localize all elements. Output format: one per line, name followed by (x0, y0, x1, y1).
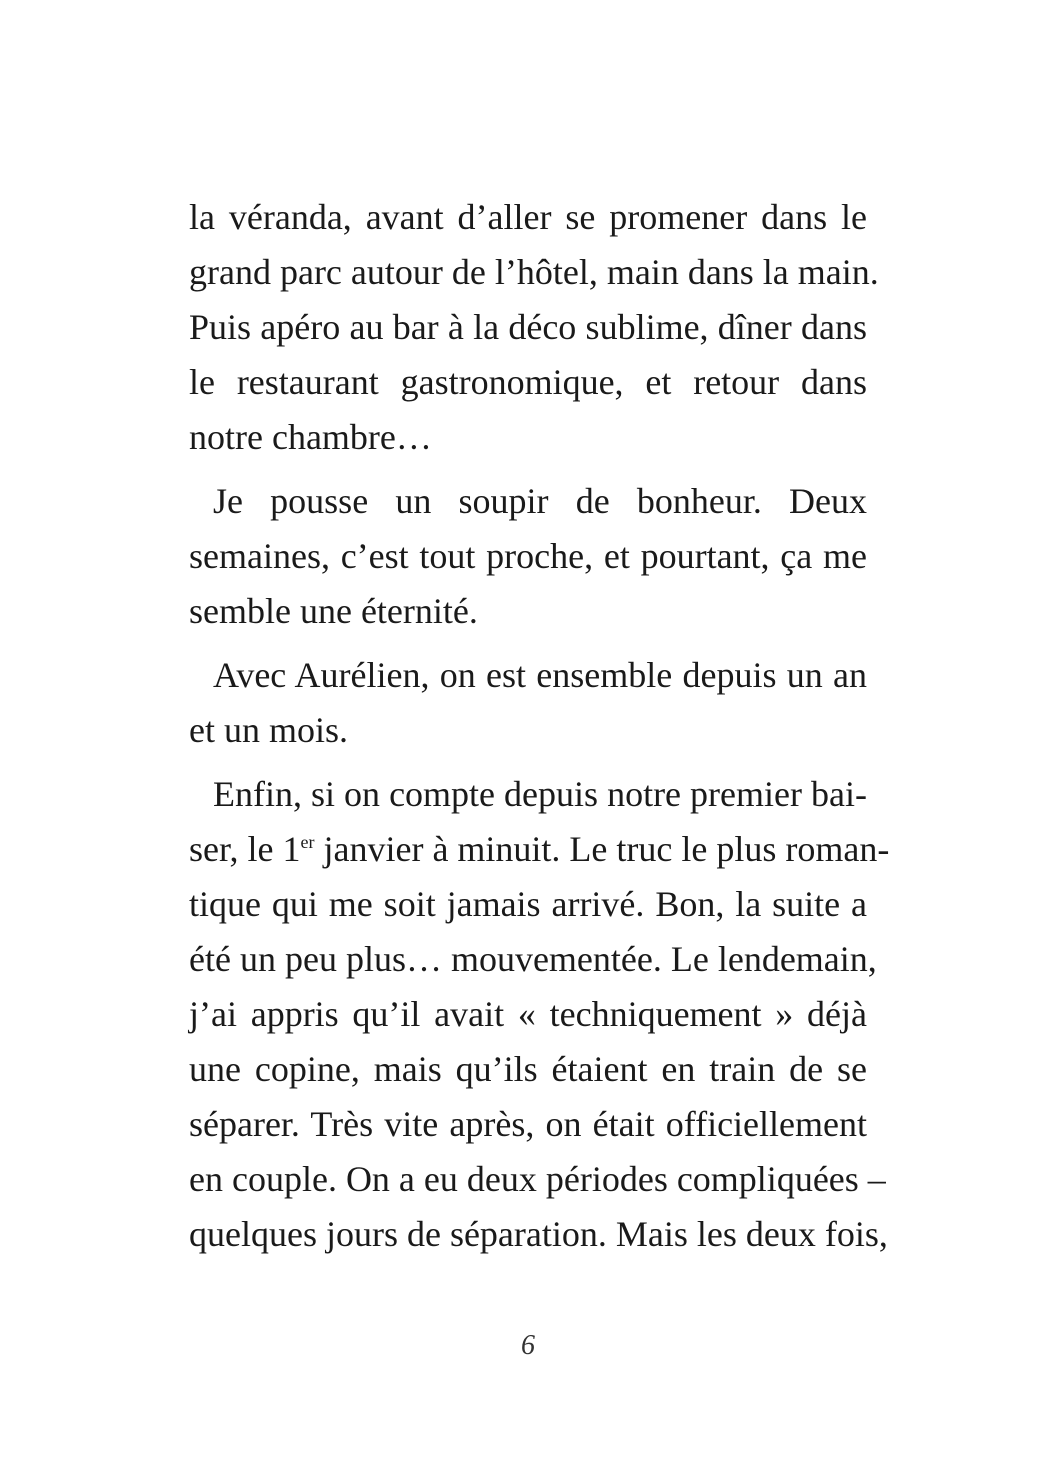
text-line: la véranda, avant d’aller se promener dans le (189, 197, 867, 237)
paragraph-2 (189, 474, 867, 639)
text-line: semble une éternité. (189, 591, 478, 631)
text-line: quelques jours de séparation. Mais les deux fois, (189, 1214, 888, 1254)
text-line: notre chambre… (189, 417, 432, 457)
paragraph-4 (189, 767, 890, 1262)
text-fragment: janvier à minuit. Le truc le plus roman- (314, 829, 890, 869)
text-line: grand parc autour de l’hôtel, main dans la main. (189, 252, 879, 292)
text-line: Puis apéro au bar à la déco sublime, dîner dans (189, 307, 867, 347)
text-line: tique qui me soit jamais arrivé. Bon, la suite a (189, 884, 867, 924)
text-line: j’ai appris qu’il avait « techniquement » déjà (189, 994, 867, 1034)
text-line: été un peu plus… mouvementée. Le lendemain, (189, 939, 877, 979)
body-text (189, 190, 890, 1262)
text-line: Avec Aurélien, on est ensemble depuis un an (213, 655, 867, 695)
text-line: Je pousse un soupir de bonheur. Deux (213, 481, 867, 521)
text-line: semaines, c’est tout proche, et pourtant, ça me (189, 536, 867, 576)
text-line (189, 822, 890, 877)
paragraph-3 (189, 648, 867, 758)
text-line: le restaurant gastronomique, et retour dans (189, 362, 867, 402)
text-line: Enfin, si on compte depuis notre premier bai- (213, 774, 867, 814)
text-line: une copine, mais qu’ils étaient en train de se (189, 1049, 867, 1089)
text-line: séparer. Très vite après, on était officiellement (189, 1104, 867, 1144)
paragraph-1 (189, 190, 879, 465)
page-number: 6 (521, 1330, 535, 1361)
text-line: et un mois. (189, 710, 348, 750)
text-line: en couple. On a eu deux périodes compliquées – (189, 1159, 886, 1199)
text-fragment: ser, le 1 (189, 829, 301, 869)
ordinal-suffix: er (300, 832, 315, 852)
